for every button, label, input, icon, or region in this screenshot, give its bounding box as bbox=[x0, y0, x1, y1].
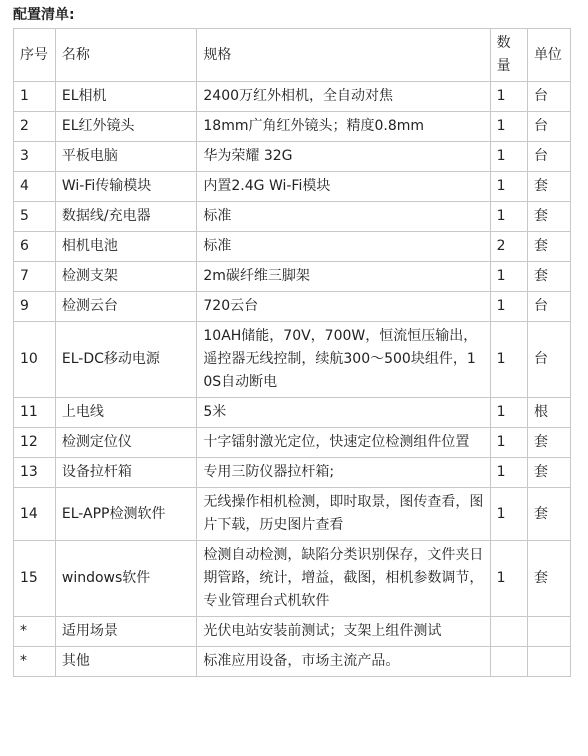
cell-no: 1 bbox=[14, 82, 56, 112]
cell-name: 上电线 bbox=[55, 398, 197, 428]
cell-name: EL红外镜头 bbox=[55, 112, 197, 142]
table-row bbox=[14, 488, 571, 541]
cell-name: 设备拉杆箱 bbox=[55, 458, 197, 488]
cell-spec: 标准应用设备，市场主流产品。 bbox=[197, 647, 490, 677]
cell-spec: 十字镭射激光定位，快速定位检测组件位置 bbox=[197, 428, 490, 458]
cell-qty: 1 bbox=[490, 82, 527, 112]
config-table-body bbox=[14, 29, 571, 677]
cell-unit: 台 bbox=[527, 322, 570, 398]
config-table bbox=[13, 28, 571, 677]
cell-qty: 1 bbox=[490, 142, 527, 172]
cell-qty: 1 bbox=[490, 488, 527, 541]
cell-qty: 1 bbox=[490, 398, 527, 428]
cell-spec: 检测自动检测，缺陷分类识别保存，文件夹日期管路，统计，增益，截图，相机参数调节，专业管理台式机软件 bbox=[197, 541, 490, 617]
cell-spec: 720云台 bbox=[197, 292, 490, 322]
table-row bbox=[14, 142, 571, 172]
cell-unit: 套 bbox=[527, 262, 570, 292]
cell-spec: 光伏电站安装前测试；支架上组件测试 bbox=[197, 617, 490, 647]
table-row bbox=[14, 617, 571, 647]
cell-qty: 1 bbox=[490, 458, 527, 488]
cell-spec: 18mm广角红外镜头；精度0.8mm bbox=[197, 112, 490, 142]
cell-unit: 套 bbox=[527, 428, 570, 458]
cell-qty: 1 bbox=[490, 292, 527, 322]
cell-no: 11 bbox=[14, 398, 56, 428]
cell-spec: 2m碳纤维三脚架 bbox=[197, 262, 490, 292]
cell-qty bbox=[490, 647, 527, 677]
cell-unit: 套 bbox=[527, 232, 570, 262]
cell-name: Wi-Fi传输模块 bbox=[55, 172, 197, 202]
table-row bbox=[14, 232, 571, 262]
cell-name: 检测定位仪 bbox=[55, 428, 197, 458]
cell-unit: 台 bbox=[527, 292, 570, 322]
cell-qty: 1 bbox=[490, 428, 527, 458]
cell-name: 平板电脑 bbox=[55, 142, 197, 172]
cell-unit: 套 bbox=[527, 458, 570, 488]
cell-spec: 5米 bbox=[197, 398, 490, 428]
cell-no: * bbox=[14, 617, 56, 647]
cell-unit: 台 bbox=[527, 112, 570, 142]
cell-spec: 专用三防仪器拉杆箱; bbox=[197, 458, 490, 488]
header-name: 名称 bbox=[55, 29, 197, 82]
cell-no: 7 bbox=[14, 262, 56, 292]
cell-spec: 标准 bbox=[197, 202, 490, 232]
cell-no: * bbox=[14, 647, 56, 677]
cell-unit bbox=[527, 617, 570, 647]
cell-name: 数据线/充电器 bbox=[55, 202, 197, 232]
table-row bbox=[14, 541, 571, 617]
table-row bbox=[14, 458, 571, 488]
cell-name: windows软件 bbox=[55, 541, 197, 617]
cell-spec: 标准 bbox=[197, 232, 490, 262]
cell-unit: 根 bbox=[527, 398, 570, 428]
cell-unit: 台 bbox=[527, 142, 570, 172]
table-row bbox=[14, 322, 571, 398]
table-row bbox=[14, 428, 571, 458]
cell-spec: 2400万红外相机，全自动对焦 bbox=[197, 82, 490, 112]
table-row bbox=[14, 202, 571, 232]
cell-no: 10 bbox=[14, 322, 56, 398]
cell-unit: 套 bbox=[527, 488, 570, 541]
cell-no: 12 bbox=[14, 428, 56, 458]
table-header-row bbox=[14, 29, 571, 82]
cell-spec: 华为荣耀 32G bbox=[197, 142, 490, 172]
cell-name: 检测云台 bbox=[55, 292, 197, 322]
cell-unit: 台 bbox=[527, 82, 570, 112]
cell-spec: 10AH储能，70V，700W，恒流恒压输出，遥控器无线控制，续航300～500块组件，10S自动断电 bbox=[197, 322, 490, 398]
cell-qty: 1 bbox=[490, 262, 527, 292]
cell-name: EL-DC移动电源 bbox=[55, 322, 197, 398]
cell-name: 其他 bbox=[55, 647, 197, 677]
cell-name: 相机电池 bbox=[55, 232, 197, 262]
cell-no: 14 bbox=[14, 488, 56, 541]
cell-qty: 1 bbox=[490, 112, 527, 142]
header-no: 序号 bbox=[14, 29, 56, 82]
cell-unit: 套 bbox=[527, 202, 570, 232]
cell-no: 6 bbox=[14, 232, 56, 262]
cell-no: 5 bbox=[14, 202, 56, 232]
cell-unit: 套 bbox=[527, 172, 570, 202]
cell-name: 适用场景 bbox=[55, 617, 197, 647]
table-row bbox=[14, 172, 571, 202]
cell-qty: 1 bbox=[490, 172, 527, 202]
table-row bbox=[14, 262, 571, 292]
table-row bbox=[14, 398, 571, 428]
cell-qty: 1 bbox=[490, 541, 527, 617]
cell-name: EL相机 bbox=[55, 82, 197, 112]
cell-unit: 套 bbox=[527, 541, 570, 617]
cell-unit bbox=[527, 647, 570, 677]
header-qty: 数量 bbox=[490, 29, 527, 82]
cell-spec: 无线操作相机检测，即时取景，图传查看，图片下载，历史图片查看 bbox=[197, 488, 490, 541]
cell-no: 4 bbox=[14, 172, 56, 202]
section-heading: 配置清单: bbox=[13, 7, 75, 23]
header-unit: 单位 bbox=[527, 29, 570, 82]
cell-no: 13 bbox=[14, 458, 56, 488]
cell-qty: 2 bbox=[490, 232, 527, 262]
table-row bbox=[14, 292, 571, 322]
cell-no: 2 bbox=[14, 112, 56, 142]
table-row bbox=[14, 647, 571, 677]
cell-no: 3 bbox=[14, 142, 56, 172]
cell-no: 15 bbox=[14, 541, 56, 617]
cell-name: EL-APP检测软件 bbox=[55, 488, 197, 541]
cell-qty bbox=[490, 617, 527, 647]
table-row bbox=[14, 112, 571, 142]
cell-qty: 1 bbox=[490, 322, 527, 398]
cell-no: 9 bbox=[14, 292, 56, 322]
cell-qty: 1 bbox=[490, 202, 527, 232]
cell-name: 检测支架 bbox=[55, 262, 197, 292]
header-spec: 规格 bbox=[197, 29, 490, 82]
table-row bbox=[14, 82, 571, 112]
cell-spec: 内置2.4G Wi-Fi模块 bbox=[197, 172, 490, 202]
